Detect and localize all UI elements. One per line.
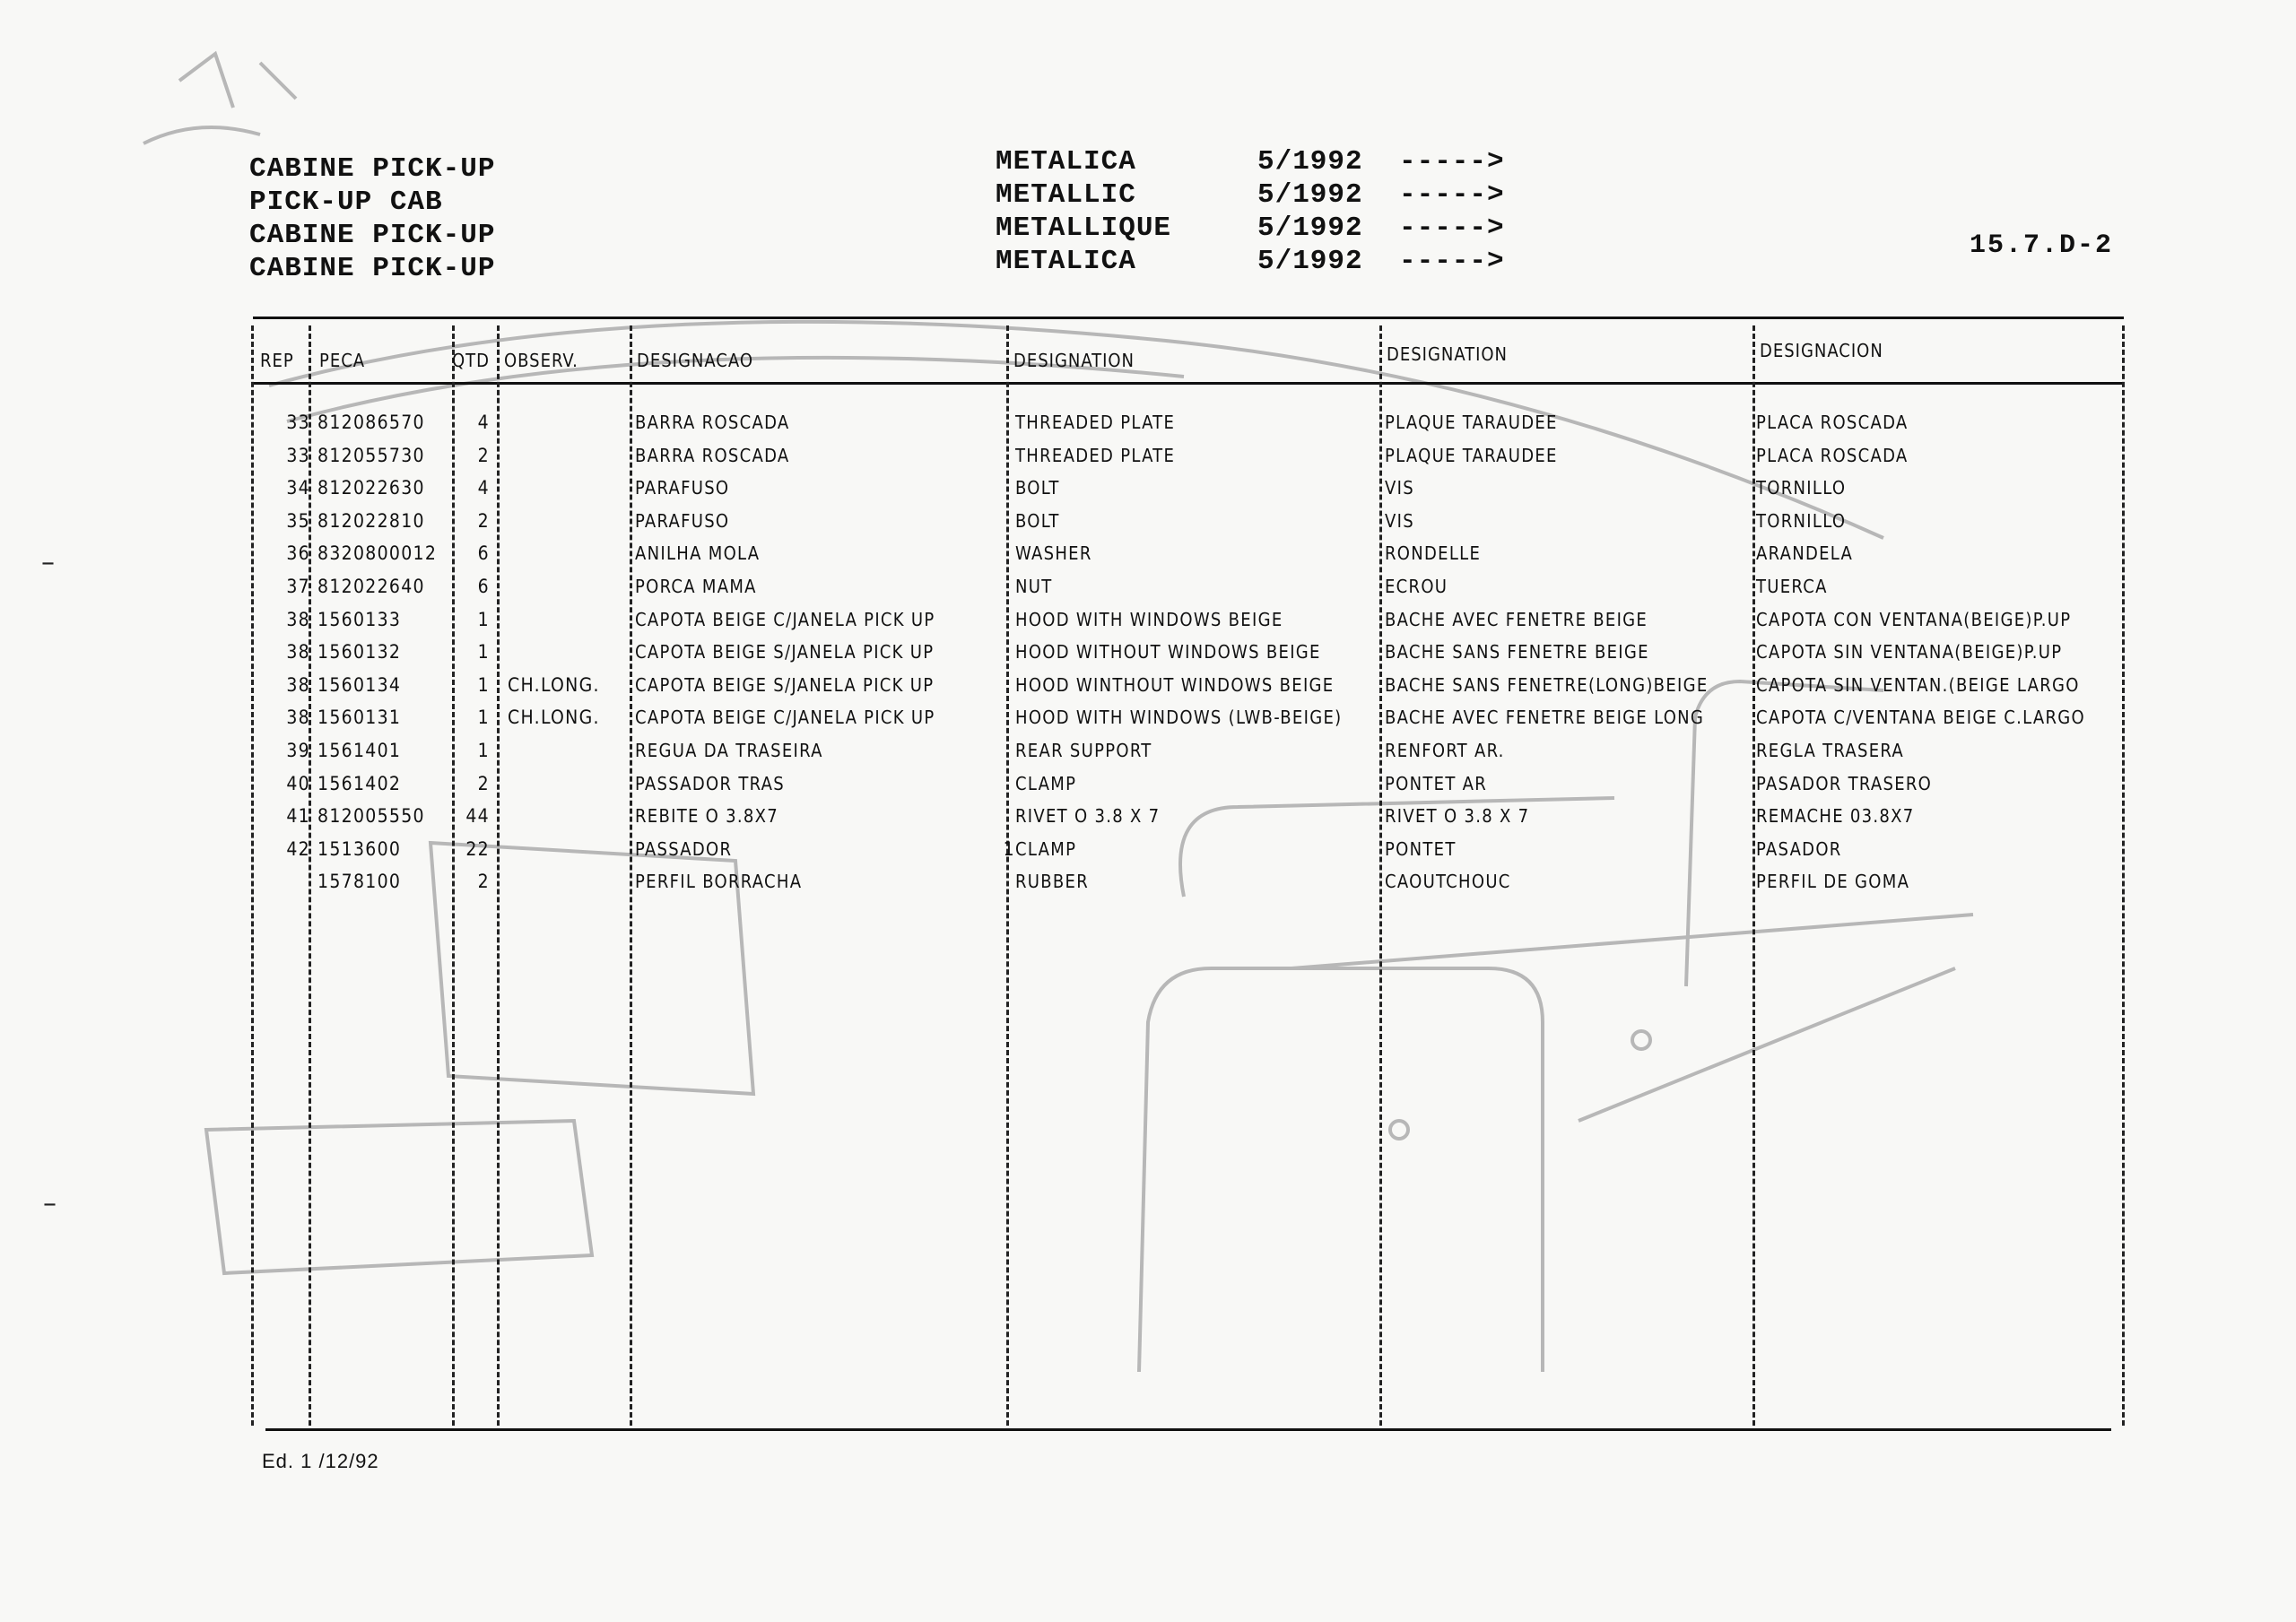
cell-qty: 2 [477,444,490,466]
cell-designation-fr: BACHE AVEC FENETRE BEIGE [1385,608,1648,630]
cell-qty: 1 [477,641,490,664]
col-header-peca: PECA [319,350,366,371]
table-header-rule [253,382,2124,385]
table-row [253,701,2124,734]
cell-designacao: PASSADOR TRAS [635,772,785,794]
cell-designacion: REMACHE 03.8X7 [1756,805,1915,828]
cell-qty: 1 [477,739,490,761]
finish-arrow: -----> [1399,246,1505,277]
cell-designacao: PASSADOR [635,837,733,860]
cell-part-number: 1513600 [317,837,402,860]
parts-table [253,317,2124,1431]
cell-designacao: BARRA ROSCADA [635,412,790,433]
cell-designacion: CAPOTA SIN VENTAN.(BEIGE LARGO [1756,673,2080,696]
cell-designacion: CAPOTA CON VENTANA(BEIGE)P.UP [1756,608,2072,630]
cell-observ: CH.LONG. [508,707,600,729]
cell-part-number: 1560131 [317,707,402,729]
margin-tick: – [43,1188,57,1219]
title-fr: CABINE PICK-UP [249,220,496,251]
cell-designation-fr: RIVET O 3.8 X 7 [1385,805,1530,828]
finish-date: 5/1992 [1257,179,1363,211]
title-es: CABINE PICK-UP [249,253,496,284]
cell-part-number: 1560133 [317,608,402,630]
col-header-designation-fr: DESIGNATION [1387,343,1509,365]
finish-date: 5/1992 [1257,213,1363,244]
title-en: PICK-UP CAB [249,186,443,218]
finish-date: 5/1992 [1257,246,1363,277]
cell-part-number: 812022630 [317,477,425,499]
cell-rep: 42 [286,837,310,860]
cell-designation-en: HOOD WINTHOUT WINDOWS BEIGE [1015,673,1335,696]
cell-designation-en: THREADED PLATE [1015,412,1176,433]
col-header-designation-en: DESIGNATION [1013,350,1135,371]
cell-qty: 1 [477,707,490,729]
finish-arrow: -----> [1399,146,1505,178]
cell-designation-en: RUBBER [1015,871,1090,893]
col-header-observ: OBSERV. [504,350,578,371]
cell-designacion: PLACA ROSCADA [1756,444,1909,466]
cell-part-number: 812022810 [317,509,425,532]
cell-designation-fr: RENFORT AR. [1385,739,1505,761]
finish-name: METALLIQUE [996,213,1172,244]
cell-rep: 35 [286,509,310,532]
cell-rep: 41 [286,805,310,828]
finish-arrow: -----> [1399,179,1505,211]
cell-part-number: 1560134 [317,673,402,696]
cell-designation-en: RIVET O 3.8 X 7 [1015,805,1161,828]
cell-designation-fr: CAOUTCHOUC [1385,871,1511,893]
cell-rep: 38 [286,608,310,630]
cell-designacao: PORCA MAMA [635,575,757,597]
table-row [253,669,2124,702]
cell-designation-en: HOOD WITHOUT WINDOWS BEIGE [1015,641,1321,664]
cell-qty: 22 [465,837,490,860]
cell-designation-fr: BACHE SANS FENETRE BEIGE [1385,641,1649,664]
cell-rep: 38 [286,707,310,729]
cell-rep: 39 [286,739,310,761]
finish-name: METALICA [996,246,1136,277]
cell-part-number: 1561402 [317,772,402,794]
cell-designacao: REBITE O 3.8X7 [635,805,779,828]
cell-designacion: TORNILLO [1756,477,1847,499]
cell-designacion: CAPOTA SIN VENTANA(BEIGE)P.UP [1756,641,2063,664]
cell-designacao: PARAFUSO [635,477,730,499]
cell-designation-fr: PONTET [1385,837,1457,860]
cell-part-number: 1561401 [317,739,402,761]
cell-rep: 33 [286,412,310,433]
cell-rep: 37 [286,575,310,597]
cell-qty: 2 [477,772,490,794]
cell-qty: 1 [477,608,490,630]
cell-qty: 2 [477,871,490,893]
cell-designation-en: REAR SUPPORT [1015,739,1152,761]
cell-designacao: CAPOTA BEIGE C/JANELA PICK UP [635,707,935,729]
cell-qty: 1 [477,673,490,696]
table-top-rule [253,317,2124,319]
finish-name: METALLIC [996,179,1136,211]
cell-qty: 6 [477,575,490,597]
cell-qty: 2 [477,509,490,532]
cell-designacion: PERFIL DE GOMA [1756,871,1910,893]
cell-qty: 4 [477,477,490,499]
table-row [253,406,2124,439]
cell-designation-en: BOLT [1015,477,1060,499]
edition-date: Ed. 1 /12/92 [262,1450,379,1472]
cell-designation-en: NUT [1015,575,1053,597]
table-row [253,472,2124,505]
cell-part-number: 812055730 [317,444,425,466]
cell-designacion: PASADOR [1756,837,1842,860]
cell-rep: 34 [286,477,310,499]
cell-designation-fr: RONDELLE [1385,542,1482,565]
cell-designacao: PARAFUSO [635,509,730,532]
cell-part-number: 1578100 [317,871,402,893]
cell-designacao: CAPOTA BEIGE S/JANELA PICK UP [635,641,935,664]
cell-designacion: PASADOR TRASERO [1756,772,1933,794]
cell-designation-fr: PLAQUE TARAUDEE [1385,444,1558,466]
cell-designation-fr: PONTET AR [1385,772,1488,794]
table-row [253,800,2124,833]
col-header-rep: REP [260,350,294,371]
parts-rows [253,406,2124,898]
cell-designation-fr: VIS [1385,509,1414,532]
table-row [253,603,2124,637]
cell-designacion: PLACA ROSCADA [1756,412,1909,433]
finish-name: METALICA [996,146,1136,178]
table-row [253,570,2124,603]
table-bottom-rule [265,1428,2111,1431]
cell-designation-en: WASHER [1015,542,1092,565]
col-header-designacion: DESIGNACION [1760,340,1883,361]
cell-designation-fr: VIS [1385,477,1414,499]
cell-designation-en: HOOD WITH WINDOWS BEIGE [1015,608,1283,630]
table-row [253,768,2124,801]
col-header-qtd: QTD [452,350,491,371]
cell-rep: 38 [286,673,310,696]
ghost-handwriting [144,54,296,143]
cell-part-number: 812086570 [317,412,425,433]
cell-rep: 38 [286,641,310,664]
cell-part-number: 8320800012 [317,542,438,565]
title-pt: CABINE PICK-UP [249,153,496,185]
cell-observ: CH.LONG. [508,673,600,696]
cell-designacao: PERFIL BORRACHA [635,871,803,893]
cell-designacion: REGLA TRASERA [1756,739,1904,761]
table-row [253,636,2124,669]
margin-tick: – [41,547,55,578]
table-row [253,833,2124,866]
table-row [253,537,2124,570]
page-reference: 15.7.D-2 [1969,230,2113,261]
cell-extra-mark: 1 [1003,837,1015,860]
cell-designacao: ANILHA MOLA [635,542,761,565]
cell-qty: 4 [477,412,490,433]
table-row [253,865,2124,898]
cell-designacao: CAPOTA BEIGE C/JANELA PICK UP [635,608,935,630]
cell-designation-fr: BACHE AVEC FENETRE BEIGE LONG [1385,707,1705,729]
cell-designation-en: CLAMP [1015,837,1077,860]
cell-designacao: CAPOTA BEIGE S/JANELA PICK UP [635,673,935,696]
cell-qty: 44 [465,805,490,828]
cell-designation-en: BOLT [1015,509,1060,532]
cell-designacao: BARRA ROSCADA [635,444,790,466]
cell-rep: 33 [286,444,310,466]
cell-designacion: TUERCA [1756,575,1828,597]
cell-designation-fr: BACHE SANS FENETRE(LONG)BEIGE [1385,673,1709,696]
cell-part-number: 1560132 [317,641,402,664]
cell-designacion: TORNILLO [1756,509,1847,532]
cell-designation-fr: ECROU [1385,575,1448,597]
cell-designacao: REGUA DA TRASEIRA [635,739,823,761]
cell-designacion: CAPOTA C/VENTANA BEIGE C.LARGO [1756,707,2086,729]
cell-part-number: 812022640 [317,575,425,597]
cell-rep: 40 [286,772,310,794]
cell-designacion: ARANDELA [1756,542,1854,565]
table-row [253,505,2124,538]
cell-designation-en: HOOD WITH WINDOWS (LWB-BEIGE) [1015,707,1343,729]
table-row [253,439,2124,473]
finish-arrow: -----> [1399,213,1505,244]
cell-designation-fr: PLAQUE TARAUDEE [1385,412,1558,433]
cell-rep: 36 [286,542,310,565]
cell-qty: 6 [477,542,490,565]
cell-designation-en: CLAMP [1015,772,1077,794]
cell-designation-en: THREADED PLATE [1015,444,1176,466]
col-header-designacao: DESIGNACAO [637,350,753,371]
catalog-titles [249,152,495,285]
finish-date: 5/1992 [1257,146,1363,178]
cell-part-number: 812005550 [317,805,425,828]
table-row [253,734,2124,768]
